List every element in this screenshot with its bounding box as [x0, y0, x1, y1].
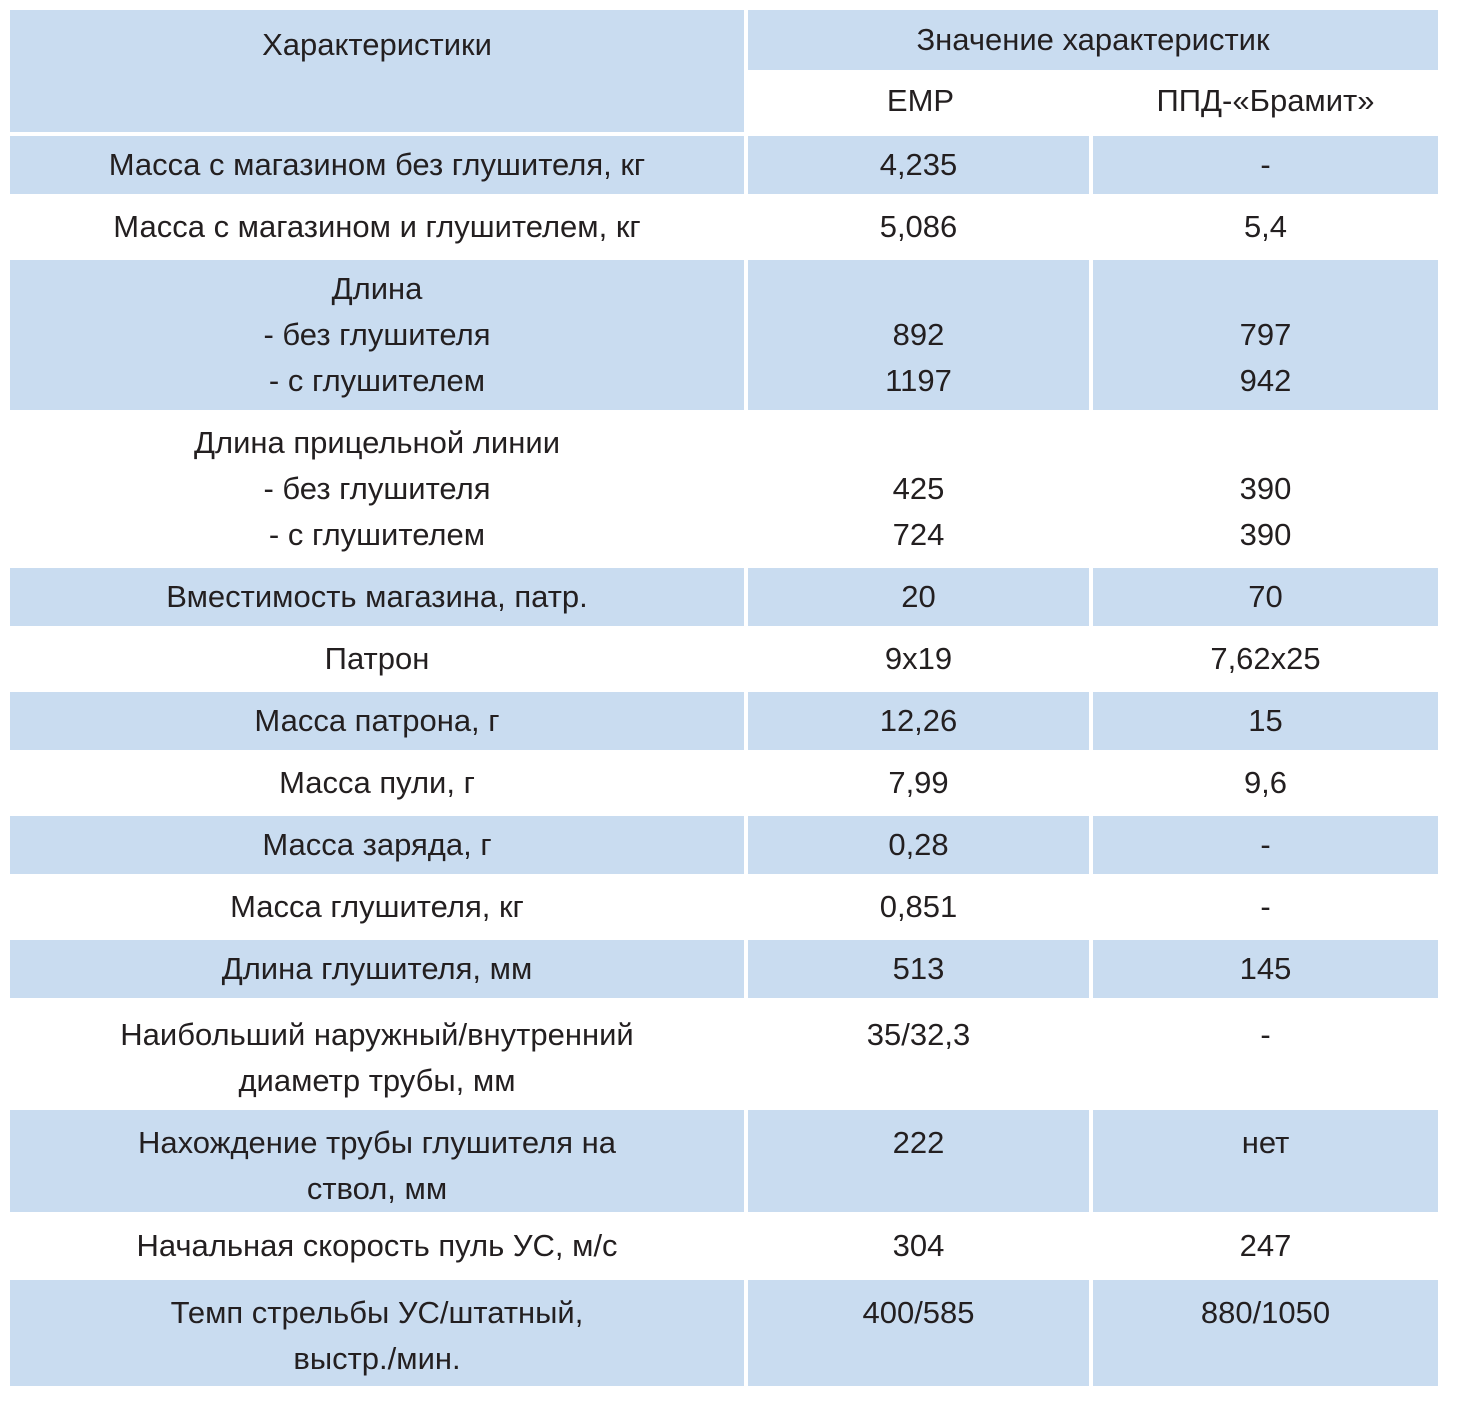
row-value-emr: 892 1197: [748, 260, 1093, 410]
table-row: [10, 816, 1438, 878]
row-value-bramit: 70: [1093, 568, 1438, 626]
table-header: [10, 10, 1438, 136]
row-label: Масса пули, г: [10, 754, 748, 812]
row-value-emr: 304: [748, 1216, 1093, 1276]
row-value-emr: 425 724: [748, 414, 1093, 564]
row-label: Начальная скорость пуль УС, м/с: [10, 1216, 748, 1276]
table-row: [10, 260, 1438, 414]
row-value-bramit: 247: [1093, 1216, 1438, 1276]
row-value-bramit: 390 390: [1093, 414, 1438, 564]
row-label: Нахождение трубы глушителя на ствол, мм: [10, 1110, 748, 1212]
row-label: Наибольший наружный/внутренний диаметр трубы, мм: [10, 1002, 748, 1106]
table-row: [10, 754, 1438, 816]
row-value-emr: 4,235: [748, 136, 1093, 194]
row-label: Масса заряда, г: [10, 816, 748, 874]
row-value-bramit: 7,62x25: [1093, 630, 1438, 688]
row-label: Темп стрельбы УС/штатный, выстр./мин.: [10, 1280, 748, 1386]
row-label: Длина глушителя, мм: [10, 940, 748, 998]
row-value-bramit: 5,4: [1093, 198, 1438, 256]
header-subcolumns: [748, 70, 1438, 132]
row-value-bramit: -: [1093, 1002, 1438, 1106]
row-value-bramit: -: [1093, 136, 1438, 194]
table-row: [10, 878, 1438, 940]
table-row: [10, 692, 1438, 754]
header-characteristics: Характеристики: [10, 10, 748, 132]
row-value-emr: 7,99: [748, 754, 1093, 812]
row-value-emr: 0,851: [748, 878, 1093, 936]
row-label: Патрон: [10, 630, 748, 688]
table-row: [10, 568, 1438, 630]
table-row: [10, 414, 1438, 568]
row-label: Масса с магазином и глушителем, кг: [10, 198, 748, 256]
row-value-bramit: 797 942: [1093, 260, 1438, 410]
row-value-emr: 35/32,3: [748, 1002, 1093, 1106]
table-row: [10, 198, 1438, 260]
table-row: [10, 630, 1438, 692]
row-value-bramit: 145: [1093, 940, 1438, 998]
table-row: [10, 940, 1438, 1002]
header-values: [748, 10, 1438, 132]
row-label: Длина прицельной линии - без глушителя - с глушителем: [10, 414, 748, 564]
row-value-bramit: 15: [1093, 692, 1438, 750]
row-label: Вместимость магазина, патр.: [10, 568, 748, 626]
row-label: Длина - без глушителя - с глушителем: [10, 260, 748, 410]
row-value-bramit: -: [1093, 878, 1438, 936]
specs-table: [10, 10, 1438, 1386]
row-value-emr: 513: [748, 940, 1093, 998]
row-value-emr: 9x19: [748, 630, 1093, 688]
row-label: Масса глушителя, кг: [10, 878, 748, 936]
row-value-emr: 400/585: [748, 1280, 1093, 1386]
table-row: [10, 136, 1438, 198]
header-values-group: Значение характеристик: [748, 10, 1438, 70]
table-row: [10, 1002, 1438, 1110]
row-value-emr: 20: [748, 568, 1093, 626]
row-value-bramit: 880/1050: [1093, 1280, 1438, 1386]
row-label: Масса с магазином без глушителя, кг: [10, 136, 748, 194]
row-value-bramit: 9,6: [1093, 754, 1438, 812]
row-value-emr: 5,086: [748, 198, 1093, 256]
table-row: [10, 1110, 1438, 1216]
row-value-emr: 222: [748, 1110, 1093, 1212]
row-value-emr: 0,28: [748, 816, 1093, 874]
row-label: Масса патрона, г: [10, 692, 748, 750]
row-value-bramit: -: [1093, 816, 1438, 874]
row-value-bramit: нет: [1093, 1110, 1438, 1212]
row-value-emr: 12,26: [748, 692, 1093, 750]
table-row: [10, 1280, 1438, 1386]
table-row: [10, 1216, 1438, 1280]
header-col-bramit: ППД-«Брамит»: [1156, 83, 1375, 118]
header-col-emr: EMP: [886, 83, 955, 118]
